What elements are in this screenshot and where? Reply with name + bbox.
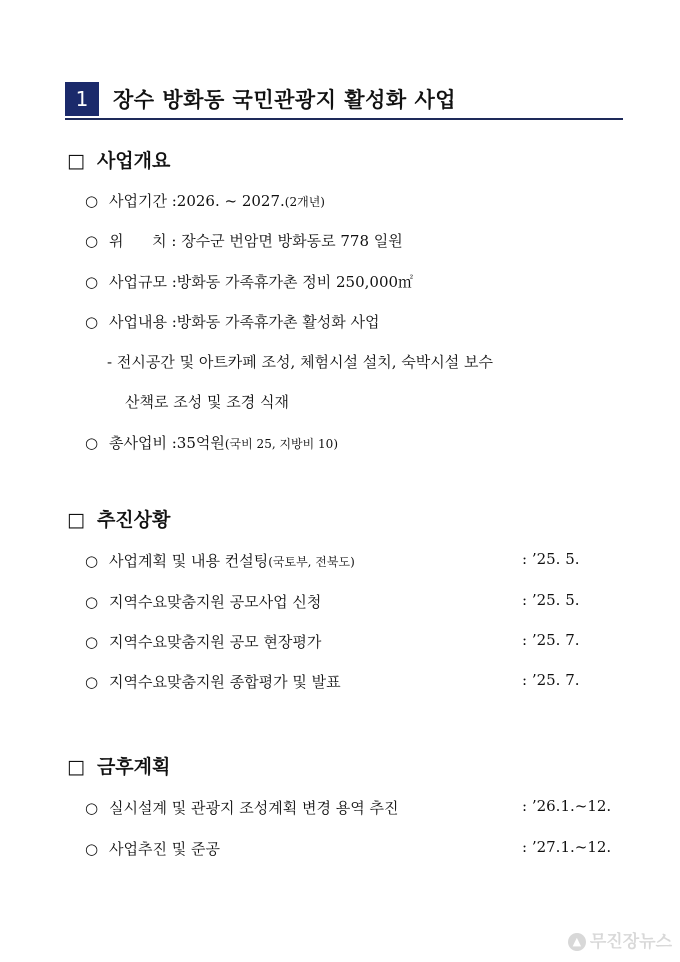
section-heading-overview — [67, 146, 170, 173]
location-value: 장수군 번암면 방화동로 778 일원 — [181, 232, 403, 250]
progress-item — [85, 550, 355, 571]
content-detail-line-2: 산책로 조성 및 조경 식재 — [125, 393, 289, 411]
checkbox-square-icon: □ — [67, 509, 85, 531]
period-value: 2026. ~ 2027. — [176, 192, 285, 210]
plan-item — [85, 838, 220, 859]
page-title: 장수 방화동 국민관광지 활성화 사업 — [113, 88, 457, 112]
circle-bullet-icon: ○ — [85, 434, 99, 452]
watermark-text: 무진장뉴스 — [589, 932, 672, 952]
progress-item-date: : ’25. 5. — [522, 591, 580, 609]
budget-value: 35억원 — [176, 434, 225, 452]
checkbox-square-icon: □ — [67, 756, 85, 778]
circle-bullet-icon: ○ — [85, 673, 99, 691]
progress-item — [85, 671, 341, 692]
progress-item — [85, 591, 321, 612]
plan-item-date: : ’27.1.~12. — [522, 838, 612, 856]
section-heading-plan — [67, 752, 170, 779]
overview-budget — [85, 432, 338, 453]
progress-item-date: : ’25. 5. — [522, 550, 580, 568]
period-label: 사업기간 : — [109, 192, 177, 210]
circle-bullet-icon: ○ — [85, 593, 99, 611]
budget-label: 총사업비 : — [109, 434, 177, 452]
progress-item-text: 사업계획 및 내용 컨설팅 — [109, 552, 269, 570]
content-value: 방화동 가족휴가촌 활성화 사업 — [176, 313, 380, 331]
progress-item-date: : ’25. 7. — [522, 631, 580, 649]
progress-item-text: 지역수요맞춤지원 종합평가 및 발표 — [109, 673, 341, 691]
section-heading-progress — [67, 505, 170, 532]
circle-bullet-icon: ○ — [85, 192, 99, 210]
period-note: (2개년) — [284, 195, 325, 209]
circle-bullet-icon: ○ — [85, 799, 99, 817]
section-number-badge: 1 — [65, 82, 99, 116]
watermark-logo — [568, 927, 672, 952]
progress-item-text: 지역수요맞춤지원 공모사업 신청 — [109, 593, 322, 611]
overview-location — [85, 230, 403, 251]
mountain-logo-icon: ▲ — [568, 933, 586, 951]
plan-item — [85, 797, 398, 818]
progress-item-text: 지역수요맞춤지원 공모 현장평가 — [109, 633, 322, 651]
overview-scale — [85, 271, 413, 292]
circle-bullet-icon: ○ — [85, 313, 99, 331]
section-heading-text: 금후계획 — [96, 756, 171, 778]
circle-bullet-icon: ○ — [85, 633, 99, 651]
circle-bullet-icon: ○ — [85, 840, 99, 858]
budget-note: (국비 25, 지방비 10) — [224, 437, 338, 451]
location-label: 위 치 : — [109, 232, 182, 250]
circle-bullet-icon: ○ — [85, 232, 99, 250]
circle-bullet-icon: ○ — [85, 552, 99, 570]
plan-item-text: 실시설계 및 관광지 조성계획 변경 용역 추진 — [109, 799, 399, 817]
progress-item-date: : ’25. 7. — [522, 671, 580, 689]
circle-bullet-icon: ○ — [85, 273, 99, 291]
progress-item-note: (국토부, 전북도) — [268, 555, 355, 569]
plan-item-text: 사업추진 및 준공 — [109, 840, 220, 858]
section-heading-text: 추진상황 — [96, 509, 171, 531]
content-label: 사업내용 : — [109, 313, 177, 331]
title-bar — [65, 82, 623, 120]
overview-content — [85, 311, 379, 332]
plan-item-date: : ’26.1.~12. — [522, 797, 612, 815]
overview-period — [85, 190, 325, 211]
scale-label: 사업규모 : — [109, 273, 177, 291]
section-heading-text: 사업개요 — [96, 150, 171, 172]
progress-item — [85, 631, 321, 652]
content-detail-line-1: - 전시공간 및 아트카페 조성, 체험시설 설치, 숙박시설 보수 — [107, 353, 494, 371]
checkbox-square-icon: □ — [67, 150, 85, 172]
scale-value: 방화동 가족휴가촌 정비 250,000㎡ — [176, 273, 414, 291]
